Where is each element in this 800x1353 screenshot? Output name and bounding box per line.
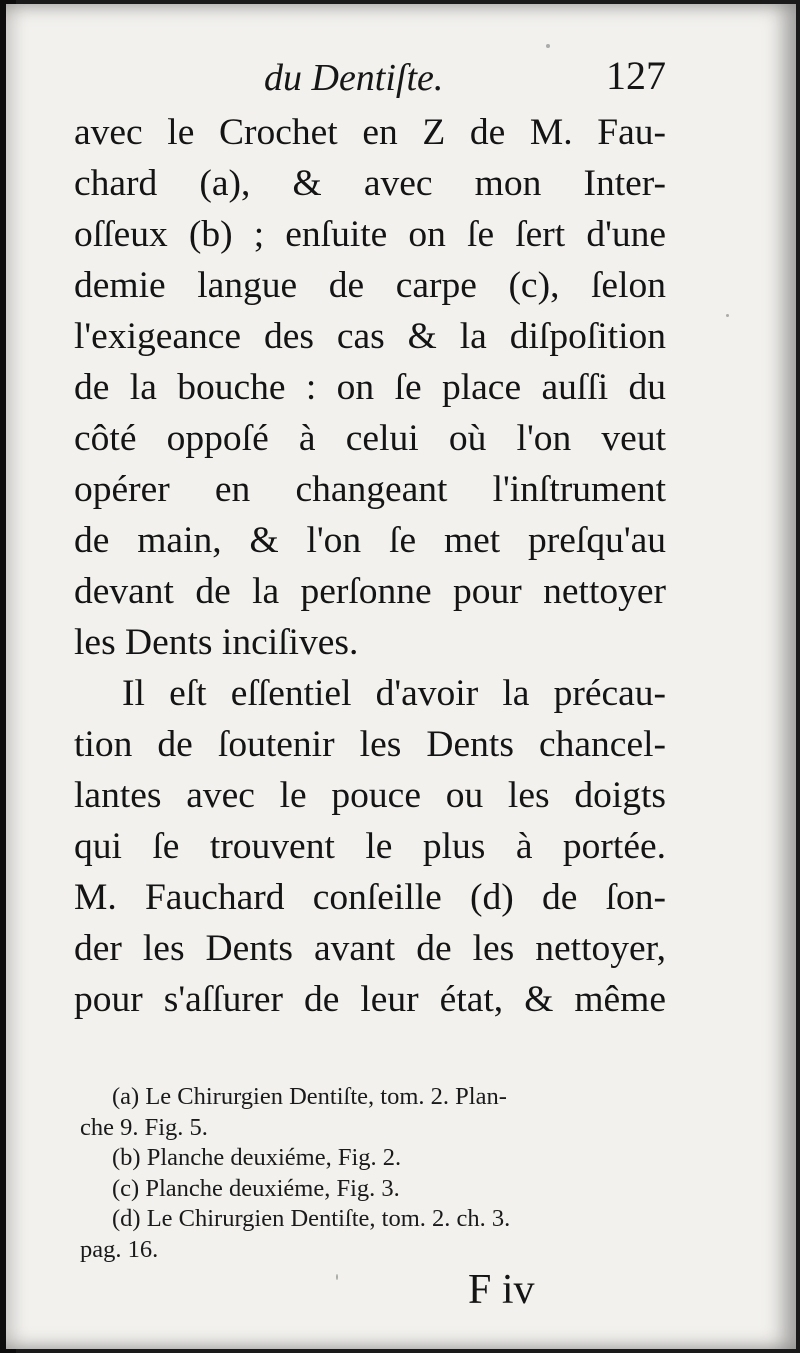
footnote-line: che 9. Fig. 5.	[80, 1113, 208, 1141]
text-line: l'exigeance des cas & la diſpoſition	[74, 316, 666, 357]
paper-speck	[726, 314, 729, 317]
text-line: les Dents inciſives.	[74, 622, 359, 663]
footnote-line: (b) Planche deuxiéme, Fig. 2.	[112, 1144, 402, 1171]
text-line: de la bouche : on ſe place auſſi du	[74, 367, 666, 408]
paper-speck	[546, 44, 550, 48]
footnotes	[80, 1082, 668, 1265]
running-head: du Dentiſte.	[264, 57, 444, 99]
footnote-line: pag. 16.	[80, 1235, 159, 1263]
text-line: côté oppoſé à celui où l'on veut	[74, 418, 666, 459]
text-line: avec le Crochet en Z de M. Fau-	[74, 112, 666, 153]
book-page	[6, 4, 796, 1349]
text-line: demie langue de carpe (c), ſelon	[74, 265, 666, 306]
text-line: chard (a), & avec mon Inter-	[74, 163, 666, 204]
text-line: devant de la perſonne pour nettoyer	[74, 571, 666, 612]
main-text	[74, 107, 666, 1025]
text-line: de main, & l'on ſe met preſqu'au	[74, 520, 666, 561]
paper-speck	[196, 1184, 199, 1187]
text-line: der les Dents avant de les nettoyer,	[74, 928, 666, 969]
footnote-line: (d) Le Chirurgien Dentiſte, tom. 2. ch. 3.	[112, 1205, 511, 1232]
footnote-line: (a) Le Chirurgien Dentiſte, tom. 2. Plan-	[112, 1083, 507, 1110]
text-line: lantes avec le pouce ou les doigts	[74, 775, 666, 816]
text-line: qui ſe trouvent le plus à portée.	[74, 826, 666, 867]
signature-mark: F iv	[468, 1267, 535, 1313]
text-line: pour s'aſſurer de leur état, & même	[74, 979, 666, 1020]
page-number: 127	[606, 53, 666, 98]
footnote-line: (c) Planche deuxiéme, Fig. 3.	[112, 1174, 400, 1202]
text-line: tion de ſoutenir les Dents chancel-	[74, 724, 666, 765]
text-line: M. Fauchard conſeille (d) de ſon-	[74, 877, 666, 918]
paper-speck	[336, 1274, 338, 1280]
text-line: oſſeux (b) ; enſuite on ſe ſert d'une	[74, 214, 666, 255]
page-header	[66, 52, 666, 112]
paragraph-first-line: Il eſt eſſentiel d'avoir la précau-	[122, 673, 666, 714]
text-line: opérer en changeant l'inſtrument	[74, 469, 666, 510]
